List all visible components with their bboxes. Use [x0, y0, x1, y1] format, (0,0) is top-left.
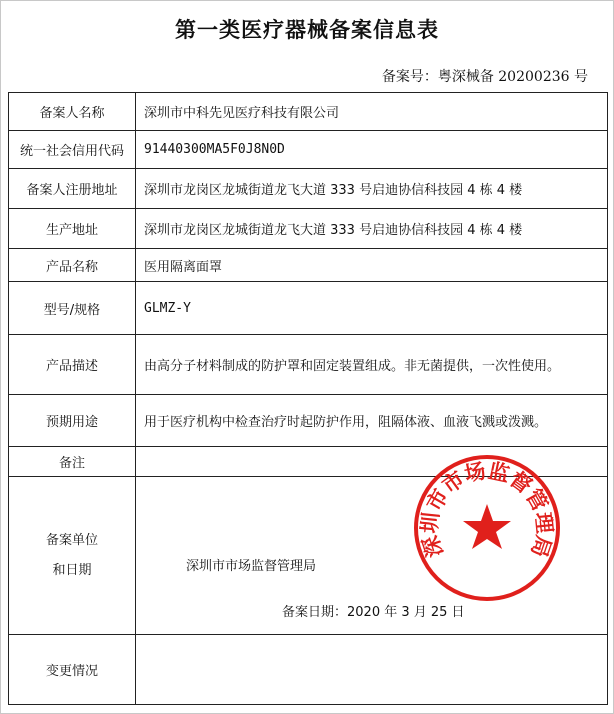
filing-date: 备案日期：2020 年 3 月 25 日	[282, 605, 465, 620]
table-row	[9, 249, 608, 282]
table-row	[9, 169, 608, 209]
filing-unit-name: 深圳市市场监督管理局	[186, 559, 317, 574]
filing-unit-label-line1: 备案单位	[45, 532, 98, 548]
intended-use-label: 预期用途	[9, 395, 136, 447]
filer-name-value: 深圳市中科先见医疗科技有限公司	[136, 93, 608, 131]
info-table	[8, 92, 608, 705]
official-seal-icon	[412, 453, 562, 603]
filer-address-label: 备案人注册地址	[9, 169, 136, 209]
filer-address-value: 深圳市龙岗区龙城街道龙飞大道 333 号启迪协信科技园 4 栋 4 楼	[136, 169, 608, 209]
seal-text: 深圳市市场监督管理局	[417, 458, 557, 561]
record-number: 备案号：粤深械备 20200236 号	[381, 69, 588, 85]
seal-graphic	[416, 457, 558, 599]
table-row	[9, 209, 608, 249]
credit-code-label: 统一社会信用代码	[9, 131, 136, 169]
description-value: 由高分子材料制成的防护罩和固定装置组成。非无菌提供，一次性使用。	[136, 335, 608, 395]
table-row	[9, 131, 608, 169]
intended-use-value: 用于医疗机构中检查治疗时起防护作用，阻隔体液、血液飞溅或泼溅。	[136, 395, 608, 447]
model-value: GLMZ-Y	[136, 282, 608, 335]
changes-value	[136, 635, 608, 705]
filing-unit-label	[9, 477, 136, 635]
table-row	[9, 635, 608, 705]
filer-name-label: 备案人名称	[9, 93, 136, 131]
filing-unit-label-line2: 和日期	[52, 562, 92, 578]
table-row	[9, 93, 608, 131]
table-row	[9, 335, 608, 395]
remarks-label: 备注	[9, 447, 136, 477]
production-address-value: 深圳市龙岗区龙城街道龙飞大道 333 号启迪协信科技园 4 栋 4 楼	[136, 209, 608, 249]
table-row	[9, 477, 608, 635]
credit-code-value: 91440300MA5F0J8N0D	[136, 131, 608, 169]
product-name-label: 产品名称	[9, 249, 136, 282]
production-address-label: 生产地址	[9, 209, 136, 249]
filing-unit-cell	[136, 458, 608, 635]
table-row	[9, 282, 608, 335]
model-label: 型号/规格	[9, 282, 136, 335]
table-row	[9, 395, 608, 447]
description-label: 产品描述	[9, 335, 136, 395]
product-name-value: 医用隔离面罩	[136, 249, 608, 282]
page-title: 第一类医疗器械备案信息表	[175, 18, 439, 42]
changes-label: 变更情况	[9, 635, 136, 705]
seal-star	[463, 504, 511, 549]
